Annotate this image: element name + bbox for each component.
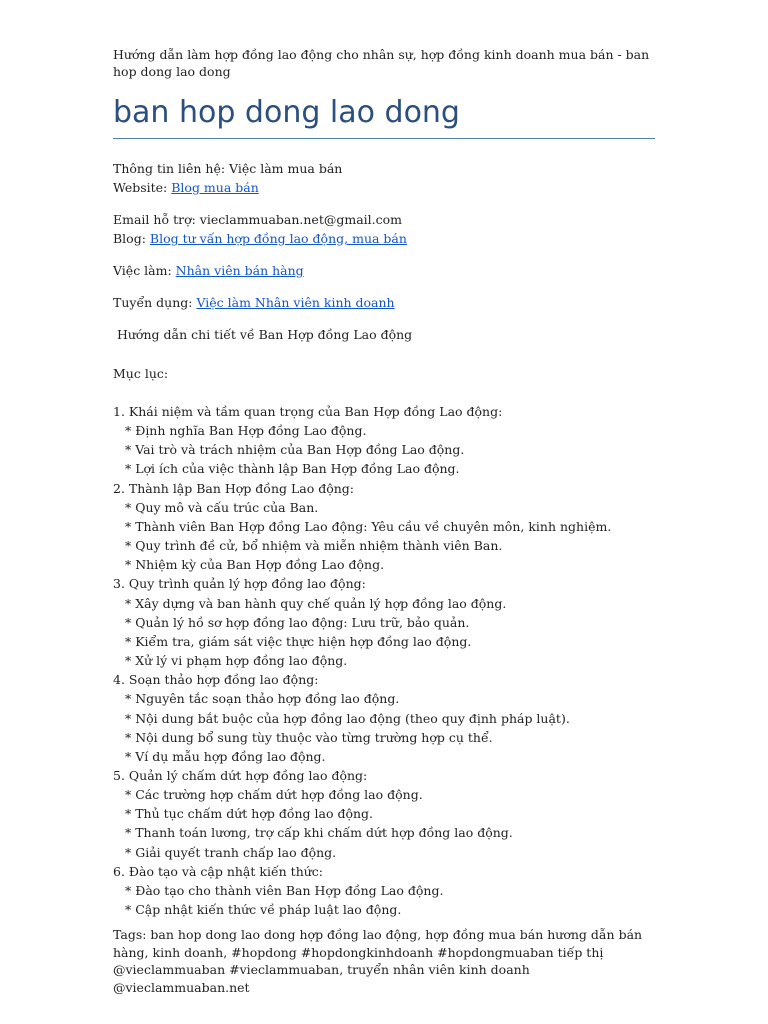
intro-text: Hướng dẫn làm hợp đồng lao động cho nhân sự, hợp đồng kinh doanh mua bán - ban hop dong lao dong: [113, 47, 650, 79]
toc-item: * Lợi ích của việc thành lập Ban Hợp đồng Lao động.: [125, 461, 460, 477]
toc-item: * Kiểm tra, giám sát việc thực hiện hợp đồng lao động.: [125, 633, 472, 649]
toc-item: * Cập nhật kiến thức về pháp luật lao động.: [125, 902, 402, 918]
toc-item: * Xử lý vi phạm hợp đồng lao động.: [125, 653, 348, 669]
toc-section-heading: 2. Thành lập Ban Hợp đồng Lao động:: [113, 480, 355, 496]
recruit-label: Tuyển dụng:: [113, 295, 197, 310]
page-title: ban hop dong lao dong: [113, 92, 655, 139]
toc-item: * Thành viên Ban Hợp đồng Lao động: Yêu cầu về chuyên môn, kinh nghiệm.: [125, 518, 612, 534]
toc-item: * Xây dựng và ban hành quy chế quản lý hợp đồng lao động.: [125, 595, 507, 611]
table-of-contents: [113, 402, 658, 919]
toc-item: * Nội dung bổ sung tùy thuộc vào từng trường hợp cụ thể.: [125, 729, 493, 745]
job-label: Việc làm:: [113, 263, 176, 278]
toc-label: Mục lục:: [113, 366, 169, 381]
blog-link[interactable]: Blog tư vấn hợp đồng lao động, mua bán: [149, 231, 407, 246]
contact-line: Thông tin liên hệ: Việc làm mua bán: [113, 161, 343, 176]
blog-label: Blog:: [113, 231, 150, 246]
job-link[interactable]: Nhân viên bán hàng: [175, 263, 304, 278]
toc-item: * Vai trò và trách nhiệm của Ban Hợp đồng Lao động.: [125, 442, 465, 458]
recruit-line: [113, 294, 395, 311]
toc-item: * Đào tạo cho thành viên Ban Hợp đồng Lao động.: [125, 882, 444, 898]
toc-item: * Thanh toán lương, trợ cấp khi chấm dứt hợp đồng lao động.: [125, 825, 513, 841]
website-link[interactable]: Blog mua bán: [171, 180, 259, 195]
blog-line: [113, 230, 407, 247]
toc-item: * Định nghĩa Ban Hợp đồng Lao động.: [125, 423, 367, 439]
toc-section-heading: 3. Quy trình quản lý hợp đồng lao động:: [113, 576, 366, 592]
toc-item: * Giải quyết tranh chấp lao động.: [125, 844, 337, 860]
job-line: [113, 262, 304, 279]
toc-section-heading: 5. Quản lý chấm dứt hợp đồng lao động:: [113, 767, 368, 783]
toc-section-heading: 6. Đào tạo và cập nhật kiến thức:: [113, 863, 324, 879]
website-label: Website:: [113, 180, 172, 195]
toc-item: * Ví dụ mẫu hợp đồng lao động.: [125, 748, 326, 764]
toc-item: * Các trường hợp chấm dứt hợp đồng lao động.: [125, 787, 423, 803]
toc-section-heading: 1. Khái niệm và tầm quan trọng của Ban Hợp đồng Lao động:: [113, 404, 503, 419]
toc-item: * Quy trình đề cử, bổ nhiệm và miễn nhiệm thành viên Ban.: [125, 538, 503, 554]
toc-section-heading: 4. Soạn thảo hợp đồng lao động:: [113, 672, 319, 688]
toc-item: * Quản lý hồ sơ hợp đồng lao động: Lưu trữ, bảo quản.: [125, 614, 470, 630]
email-line: Email hỗ trợ: vieclammuaban.net@gmail.com: [113, 212, 403, 227]
guide-heading: Hướng dẫn chi tiết về Ban Hợp đồng Lao động: [113, 327, 413, 342]
toc-item: * Quy mô và cấu trúc của Ban.: [125, 499, 319, 515]
toc-item: * Nguyên tắc soạn thảo hợp đồng lao động.: [125, 691, 400, 707]
recruit-link[interactable]: Việc làm Nhân viên kinh doanh: [196, 295, 395, 310]
toc-item: * Nhiệm kỳ của Ban Hợp đồng Lao động.: [125, 557, 385, 573]
website-line: [113, 179, 259, 196]
tags-text: Tags: ban hop dong lao dong hợp đồng lao động, hợp đồng mua bán hương dẫn bán hàng, kinh doanh, #hopdong #hopdongkinhdoanh #hopdongmuaban tiếp thị @vieclammuaban #vieclammuaban, truyển nhân viên kinh doanh @vieclammuaban.net: [113, 927, 643, 995]
toc-item: * Thủ tục chấm dứt hợp đồng lao động.: [125, 806, 373, 822]
toc-item: * Nội dung bắt buộc của hợp đồng lao động (theo quy định pháp luật).: [125, 710, 570, 726]
